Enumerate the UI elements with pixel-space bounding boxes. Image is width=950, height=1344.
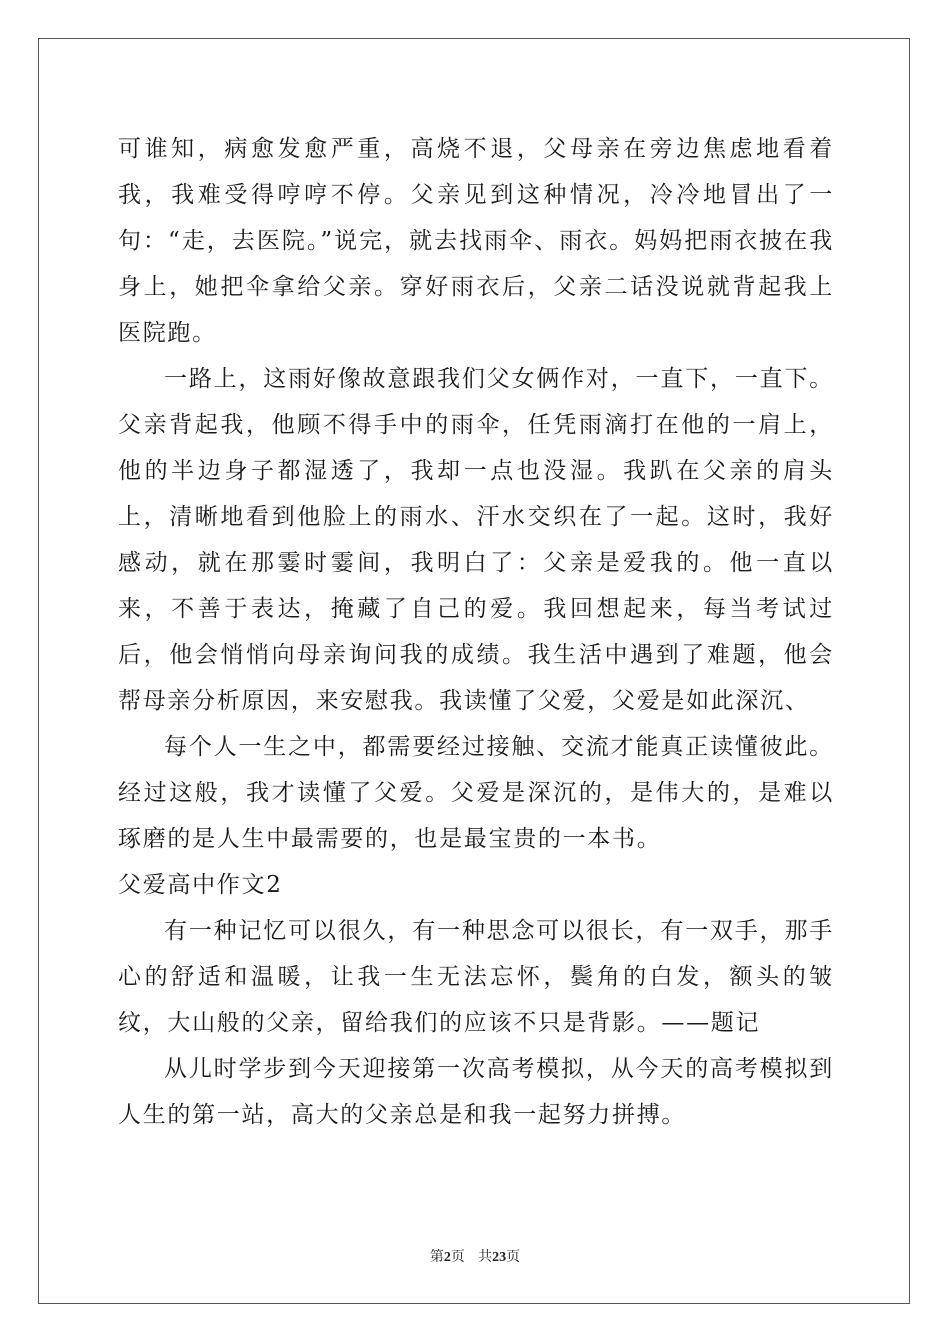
footer-suffix: 页 [506,1249,521,1265]
document-body [118,126,834,1138]
footer-prefix: 第 [429,1249,444,1265]
paragraph-4: 有一种记忆可以很久，有一种思念可以很长，有一双手，那手心的舒适和温暖，让我一生无法忘怀，鬓角的白发，额头的皱纹，大山般的父亲，留给我们的应该不只是背影。——题记 [118,918,834,1036]
paragraph-5: 从儿时学步到今天迎接第一次高考模拟，从今天的高考模拟到人生的第一站，高大的父亲总是和我一起努力拼搏。 [118,1056,834,1128]
page-footer [0,1246,950,1266]
paragraph-3: 每个人一生之中，都需要经过接触、交流才能真正读懂彼此。经过这般，我才读懂了父爱。父爱是深沉的，是伟大的，是难以琢磨的是人生中最需要的，也是最宝贵的一本书。 [118,734,834,852]
footer-middle: 页 共 [450,1249,493,1265]
paragraph-2: 一路上，这雨好像故意跟我们父女俩作对，一直下，一直下。父亲背起我，他顾不得手中的雨伞，任凭雨滴打在他的一肩上，他的半边身子都湿透了，我却一点也没湿。我趴在父亲的肩头上，清晰地看到他脸上的雨水、汗水交织在了一起。这时，我好感动，就在那霎时霎间，我明白了：父亲是爱我的。他一直以来，不善于表达，掩藏了自己的爱。我回想起来，每当考试过后，他会悄悄向母亲询问我的成绩。我生活中遇到了难题，他会帮母亲分析原因，来安慰我。我读懂了父爱，父爱是如此深沉、 [118,366,834,714]
footer-page-number: 2 [443,1250,451,1265]
section-title: 父爱高中作文2 [118,872,283,898]
paragraph-1: 可谁知，病愈发愈严重，高烧不退，父母亲在旁边焦虑地看着我，我难受得哼哼不停。父亲见到这种情况，冷冷地冒出了一句：“走，去医院。”说完，就去找雨伞、雨衣。妈妈把雨衣披在我身上，她把伞拿给父亲。穿好雨衣后，父亲二话没说就背起我上医院跑。 [118,136,834,346]
footer-total-pages: 23 [492,1250,507,1265]
